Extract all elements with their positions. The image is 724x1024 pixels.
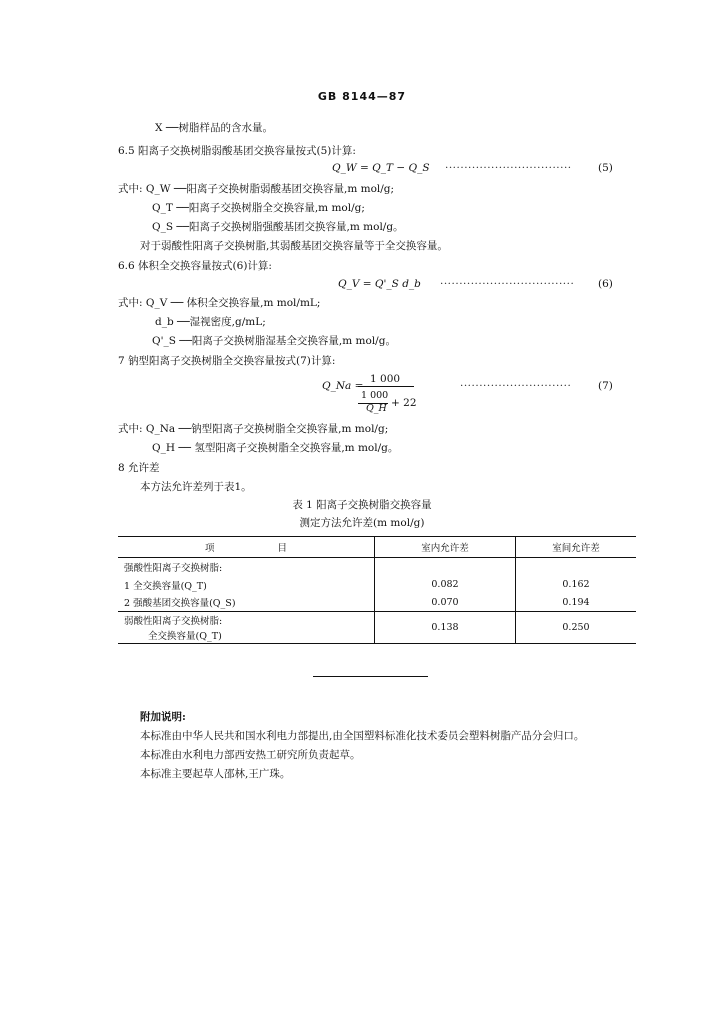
where-db: d_b ──湿视密度,g/mL;: [155, 316, 266, 328]
row-strong-acid-within: 0.070: [375, 594, 516, 612]
where-qw: 式中: Q_W ──阳离子交换树脂弱酸基团交换容量,m mol/g;: [118, 183, 395, 195]
formula-7-inner-denominator: Q_H: [366, 403, 387, 414]
table-title-line1: 表 1 阳离子交换树脂交换容量: [292, 499, 432, 511]
table-row: [118, 558, 636, 576]
formula-7-plus-22: + 22: [391, 397, 417, 409]
section-8: 8 允许差: [118, 462, 160, 474]
row-weak-total-between: 0.250: [562, 622, 590, 633]
appendix-line-1: 本标准由中华人民共和国水利电力部提出,由全国塑料标准化技术委员会塑料树脂产品分会归口。: [140, 730, 585, 742]
formula-6-number: (6): [598, 278, 613, 290]
formula-5-leader: ·································: [445, 162, 572, 174]
table-header-row: [118, 537, 636, 558]
page-header: GB 8144—87: [317, 90, 407, 103]
row-total-capacity-between: 0.162: [562, 579, 590, 590]
formula-7-lhs: Q_Na =: [322, 380, 364, 392]
row-total-capacity-within: 0.082: [375, 576, 516, 594]
appendix-line-2: 本标准由水利电力部西安热工研究所负责起草。: [140, 749, 361, 761]
table-title-line2: 测定方法允许差(m mol/g): [299, 517, 425, 529]
row-weak-total-within: 0.138: [375, 612, 516, 644]
table-row: [118, 594, 636, 612]
table-row: [118, 576, 636, 594]
where-qs: Q_S ──阳离子交换树脂强酸基团交换容量,m mol/g。: [152, 221, 404, 233]
tolerance-table: [118, 536, 636, 644]
formula-7-number: (7): [598, 380, 613, 392]
appendix-line-3: 本标准主要起草人邵林,王广珠。: [140, 768, 291, 780]
formula-5-number: (5): [598, 162, 613, 174]
where-qs-wet: Q'_S ──阳离子交换树脂湿基全交换容量,m mol/g。: [152, 335, 396, 347]
table-row: [118, 612, 636, 628]
formula-5: Q_W = Q_T − Q_S: [332, 162, 430, 174]
formula-7-numerator: 1 000: [370, 373, 401, 385]
where-qv: 式中: Q_V ── 体积全交换容量,m mol/mL;: [118, 297, 321, 309]
x-definition: X ──树脂样品的含水量。: [155, 122, 273, 134]
section-6-5: 6.5 阳离子交换树脂弱酸基团交换容量按式(5)计算:: [118, 145, 356, 157]
formula-6: Q_V = Q'_S d_b: [338, 278, 421, 290]
appendix-title: 附加说明:: [140, 711, 186, 723]
row-strong-acid-label: 2 强酸基团交换容量(Q_S): [118, 594, 375, 612]
header-within-lab: 室内允许差: [375, 537, 516, 558]
where-qh: Q_H ── 氢型阳离子交换树脂全交换容量,m mol/g。: [152, 442, 399, 454]
where-qt: Q_T ──阳离子交换树脂全交换容量,m mol/g;: [152, 202, 365, 214]
formula-7-inner-numerator: 1 000: [361, 390, 389, 401]
formula-7-fraction-bar: [358, 386, 414, 387]
formula-7-leader: ·····························: [460, 380, 572, 392]
header-between-lab: 室间允许差: [552, 543, 600, 554]
section-8-text: 本方法允许差列于表1。: [140, 481, 252, 493]
section-6-6: 6.6 体积全交换容量按式(6)计算:: [118, 260, 272, 272]
row-weak-total-label: 全交换容量(Q_T): [118, 628, 375, 644]
weak-acid-note: 对于弱酸性阳离子交换树脂,其弱酸基团交换容量等于全交换容量。: [140, 240, 448, 252]
where-qna: 式中: Q_Na ──钠型阳离子交换树脂全交换容量,m mol/g;: [118, 423, 389, 435]
group-weak-acid: 弱酸性阳离子交换树脂:: [118, 612, 375, 628]
header-item: 项 目: [118, 537, 375, 558]
group-strong-acid: 强酸性阳离子交换树脂:: [118, 558, 375, 576]
row-strong-acid-between: 0.194: [562, 596, 590, 608]
formula-6-leader: ···································: [440, 278, 575, 290]
section-7: 7 钠型阳离子交换树脂全交换容量按式(7)计算:: [118, 355, 336, 367]
row-total-capacity-label: 1 全交换容量(Q_T): [118, 576, 375, 594]
end-rule: [313, 676, 428, 677]
